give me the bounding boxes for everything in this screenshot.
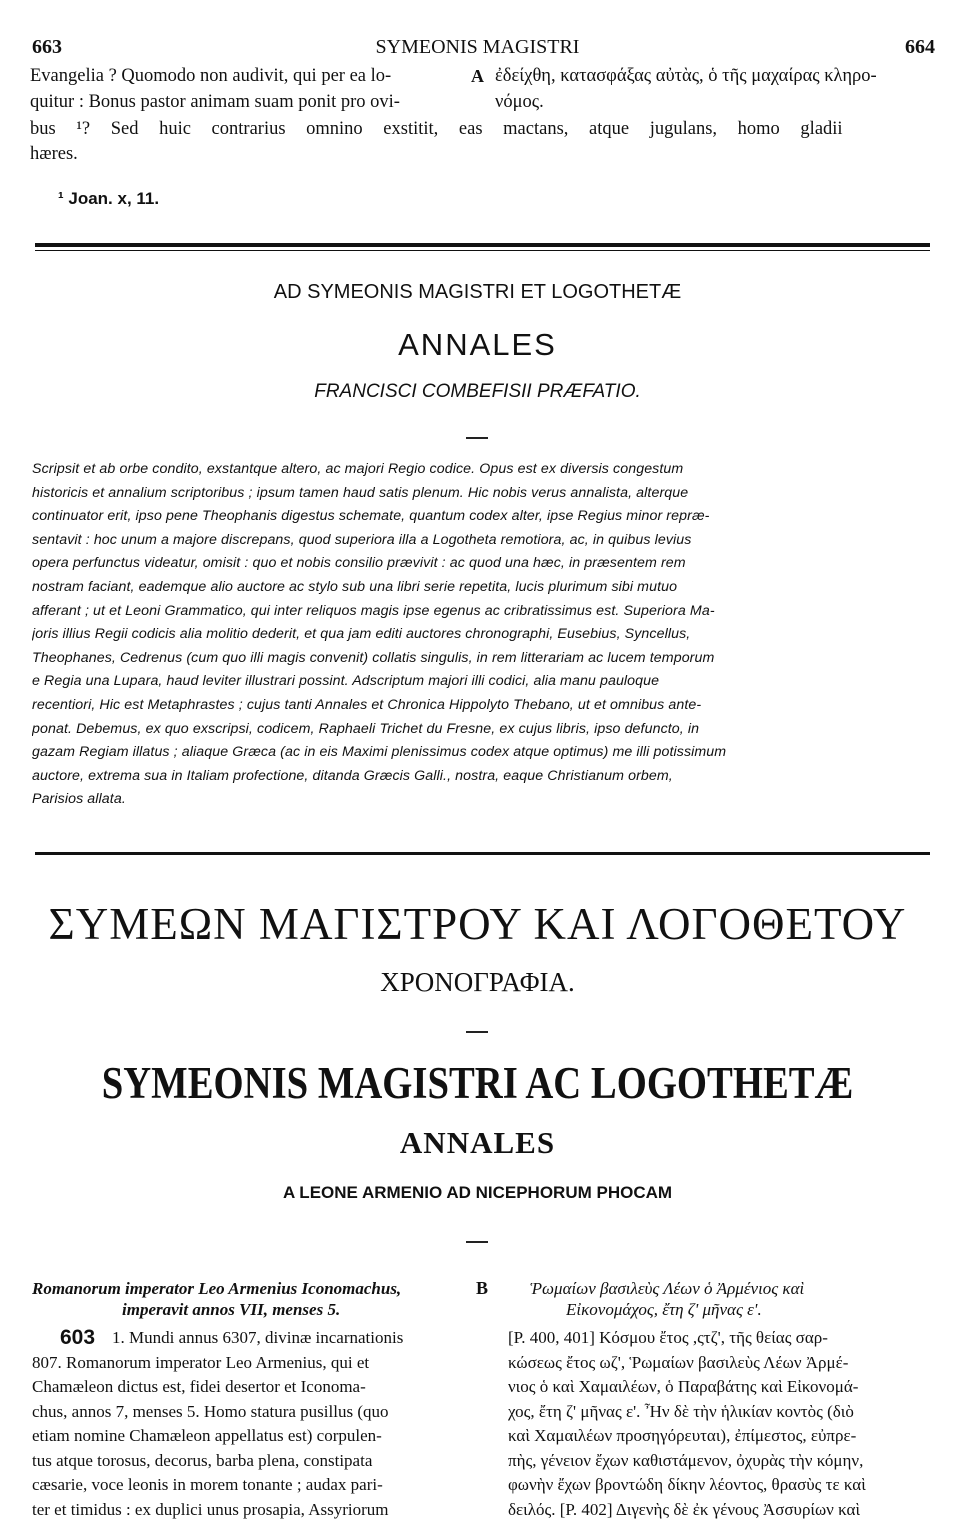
- page-marker: 603: [60, 1326, 96, 1349]
- footnote: ¹ Joan. x, 11.: [58, 189, 160, 208]
- divider-dash: [466, 437, 488, 439]
- right-line: δειλός. [P. 402] Διγενὴς δὲ ἐκ γένους Ἀσσυρίων καὶ: [508, 1499, 861, 1519]
- latin-title: SYMEONIS MAGISTRI AC LOGOTHETÆ: [101, 1058, 854, 1108]
- section-rule: [35, 852, 930, 855]
- running-head: SYMEONIS MAGISTRI: [375, 36, 580, 58]
- preface-line: ponat. Debemus, ex quo exscripsi, codicem, Raphaeli Trichet du Fresne, ex cujus libris, ipso defuncto, in: [32, 720, 700, 737]
- right-line: πὴς, γένειον ἔχων καθιστάμενον, ὀχυρὰς τὴν κόμην,: [508, 1450, 864, 1470]
- left-page-number: 663: [32, 36, 62, 58]
- right-line: καὶ Χαμαιλέων προσηγόρευται), ἐπίμεστος, εὐπρε-: [508, 1426, 857, 1445]
- left-line: cæsarie, voce leonis in morem tonante ; audax pari-: [32, 1475, 383, 1494]
- divider-dash: [466, 1031, 488, 1033]
- preface-line: recentiori, Hic est Metaphrastes ; cujus tanti Annales et Chronica Hippolyto Thebano, ut et omnibus ante-: [32, 697, 702, 713]
- preface-line: sentavit : hoc unum a majore discrepans, quod superiora illa a Logotheta remotiora, ac, in quibus levius: [32, 531, 692, 548]
- right-page-number: 664: [905, 36, 935, 58]
- preface-line: gazam Regiam illatus ; aliaque Græca (ac in eis Maximi plenissimus codex atque optimus) me illi potissimum: [32, 744, 727, 761]
- top-line-2-left: quitur : Bonus pastor animam suam ponit pro ovi-: [30, 92, 400, 112]
- greek-title: ΣΥΜΕΩΝ ΜΑΓΙΣΤΡΟΥ ΚΑΙ ΛΟΓΟΘΕΤΟΥ: [48, 899, 907, 949]
- right-heading-1: Ῥωμαίων βασιλεὺς Λέων ὁ Ἀρμένιος καὶ: [530, 1279, 805, 1298]
- preface-line: continuator erit, ipso pene Theophanis digestus schemate, quantum codex alter, ipse Regius minor repræ-: [32, 508, 710, 525]
- chronicle-range: A LEONE ARMENIO AD NICEPHORUM PHOCAM: [282, 1183, 673, 1202]
- preface-line: Parisios allata.: [32, 791, 126, 808]
- greek-subtitle: ΧΡΟΝΟΓΡΑΦΙΑ.: [380, 967, 575, 997]
- left-line: chus, annos 7, menses 5. Homo statura pusillus (quo: [32, 1401, 389, 1421]
- right-line: [P. 400, 401] Κόσμου ἔτος ,ςτζ', τῆς θείας σαρ-: [508, 1328, 828, 1347]
- margin-marker-a: A: [471, 66, 484, 86]
- preface-line: afferant ; ut et Leoni Grammatico, qui inter reliquos magis ipse egenus ac cribratissimus est. Superiora Ma-: [32, 602, 715, 619]
- separator-rule: [35, 243, 930, 247]
- latin-subtitle: ANNALES: [399, 1125, 556, 1160]
- preface-line: nostram faciant, eademque alio auctore ac stylo sub una libri serie repetita, lucis plurimum sibi mutuo: [32, 579, 678, 595]
- divider-dash: [466, 1241, 488, 1243]
- left-line: 807. Romanorum imperator Leo Armenius, qui et: [32, 1352, 370, 1372]
- right-line: νιος ὁ καὶ Χαμαιλέων, ὁ Παραβάτης καὶ Εἰκονομά-: [508, 1377, 859, 1396]
- preface-title-small: AD SYMEONIS MAGISTRI ET LOGOTHETÆ: [273, 281, 682, 303]
- top-line-3: bus ¹? Sed huic contrarius omnino exstitit, eas mactans, atque jugulans, homo gladii: [30, 119, 843, 139]
- left-line: 1. Mundi annus 6307, divinæ incarnationis: [112, 1328, 404, 1347]
- right-line: χος, ἔτη ζ' μῆνας ε'. Ἦν δὲ τὴν ἡλικίαν κοντὸς (διὸ: [508, 1401, 854, 1421]
- preface-line: e Regia una Lupara, haud leviter illustrari possint. Adscriptum majori illi codici, alia manu pauloque: [32, 673, 660, 690]
- top-line-1-right: ἐδείχθη, κατασφάξας αὐτὰς, ὁ τῆς μαχαίρας κληρο-: [495, 66, 877, 86]
- right-heading-2: Εἰκονομάχος, ἔτη ζ' μῆνας ε'.: [566, 1300, 762, 1319]
- left-line: Chamæleon dictus est, fidei desertor et Iconoma-: [32, 1377, 366, 1396]
- preface-line: Theophanes, Cedrenus (cum quo illi magis convenit) collatis singulis, in rem litterariam ac lucem temporum: [32, 649, 715, 666]
- right-line: κώσεως ἔτος ωζ', Ῥωμαίων βασιλεὺς Λέων Ἀρμέ-: [508, 1352, 849, 1372]
- margin-marker-b: B: [476, 1278, 489, 1298]
- preface-line: historicis et annalium scriptoribus ; ipsum tamen haud satis plenum. Hic nobis verus annalista, alterque: [32, 484, 689, 501]
- preface-subtitle: FRANCISCI COMBEFISII PRÆFATIO.: [314, 381, 641, 402]
- preface-line: opera perfunctus videatur, omisit : quo et nobis consilio prævivit : ac quod una hæc, in præsentem rem: [32, 555, 686, 572]
- right-line: φωνὴν ἔχων βροντώδη δίκην λέοντος, θρασὺς τε καὶ: [508, 1475, 866, 1494]
- left-heading-1: Romanorum imperator Leo Armenius Iconomachus,: [32, 1279, 402, 1298]
- left-heading-2: imperavit annos VII, menses 5.: [122, 1300, 341, 1319]
- top-line-1-left: Evangelia ? Quomodo non audivit, qui per ea lo-: [30, 66, 392, 86]
- preface-line: auctore, extrema sua in Italiam profectione, ditanda Græcis Galli., nostra, eaque Christianum orbem,: [32, 767, 673, 784]
- left-line: etiam nomine Chamæleon appellatus est) corpulen-: [32, 1426, 382, 1445]
- separator-rule-thin: [35, 250, 930, 251]
- preface-title-large: ANNALES: [398, 327, 557, 362]
- preface-line: Scripsit et ab orbe condito, exstantque altero, ac majori Regio codice. Opus est ex diversis congestum: [32, 461, 684, 477]
- top-line-4: hæres.: [30, 144, 78, 164]
- left-line: tus atque torosus, decorus, barba plena, constipata: [32, 1450, 373, 1470]
- preface-line: joris illius Regii codicis alia molitio dederit, et qua jam editi auctores chronographi, Eusebius, Syncellus,: [32, 626, 691, 643]
- left-line: ter et timidus : ex duplici unus prosapia, Assyriorum: [32, 1499, 389, 1519]
- top-line-2-right: νόμος.: [495, 92, 544, 112]
